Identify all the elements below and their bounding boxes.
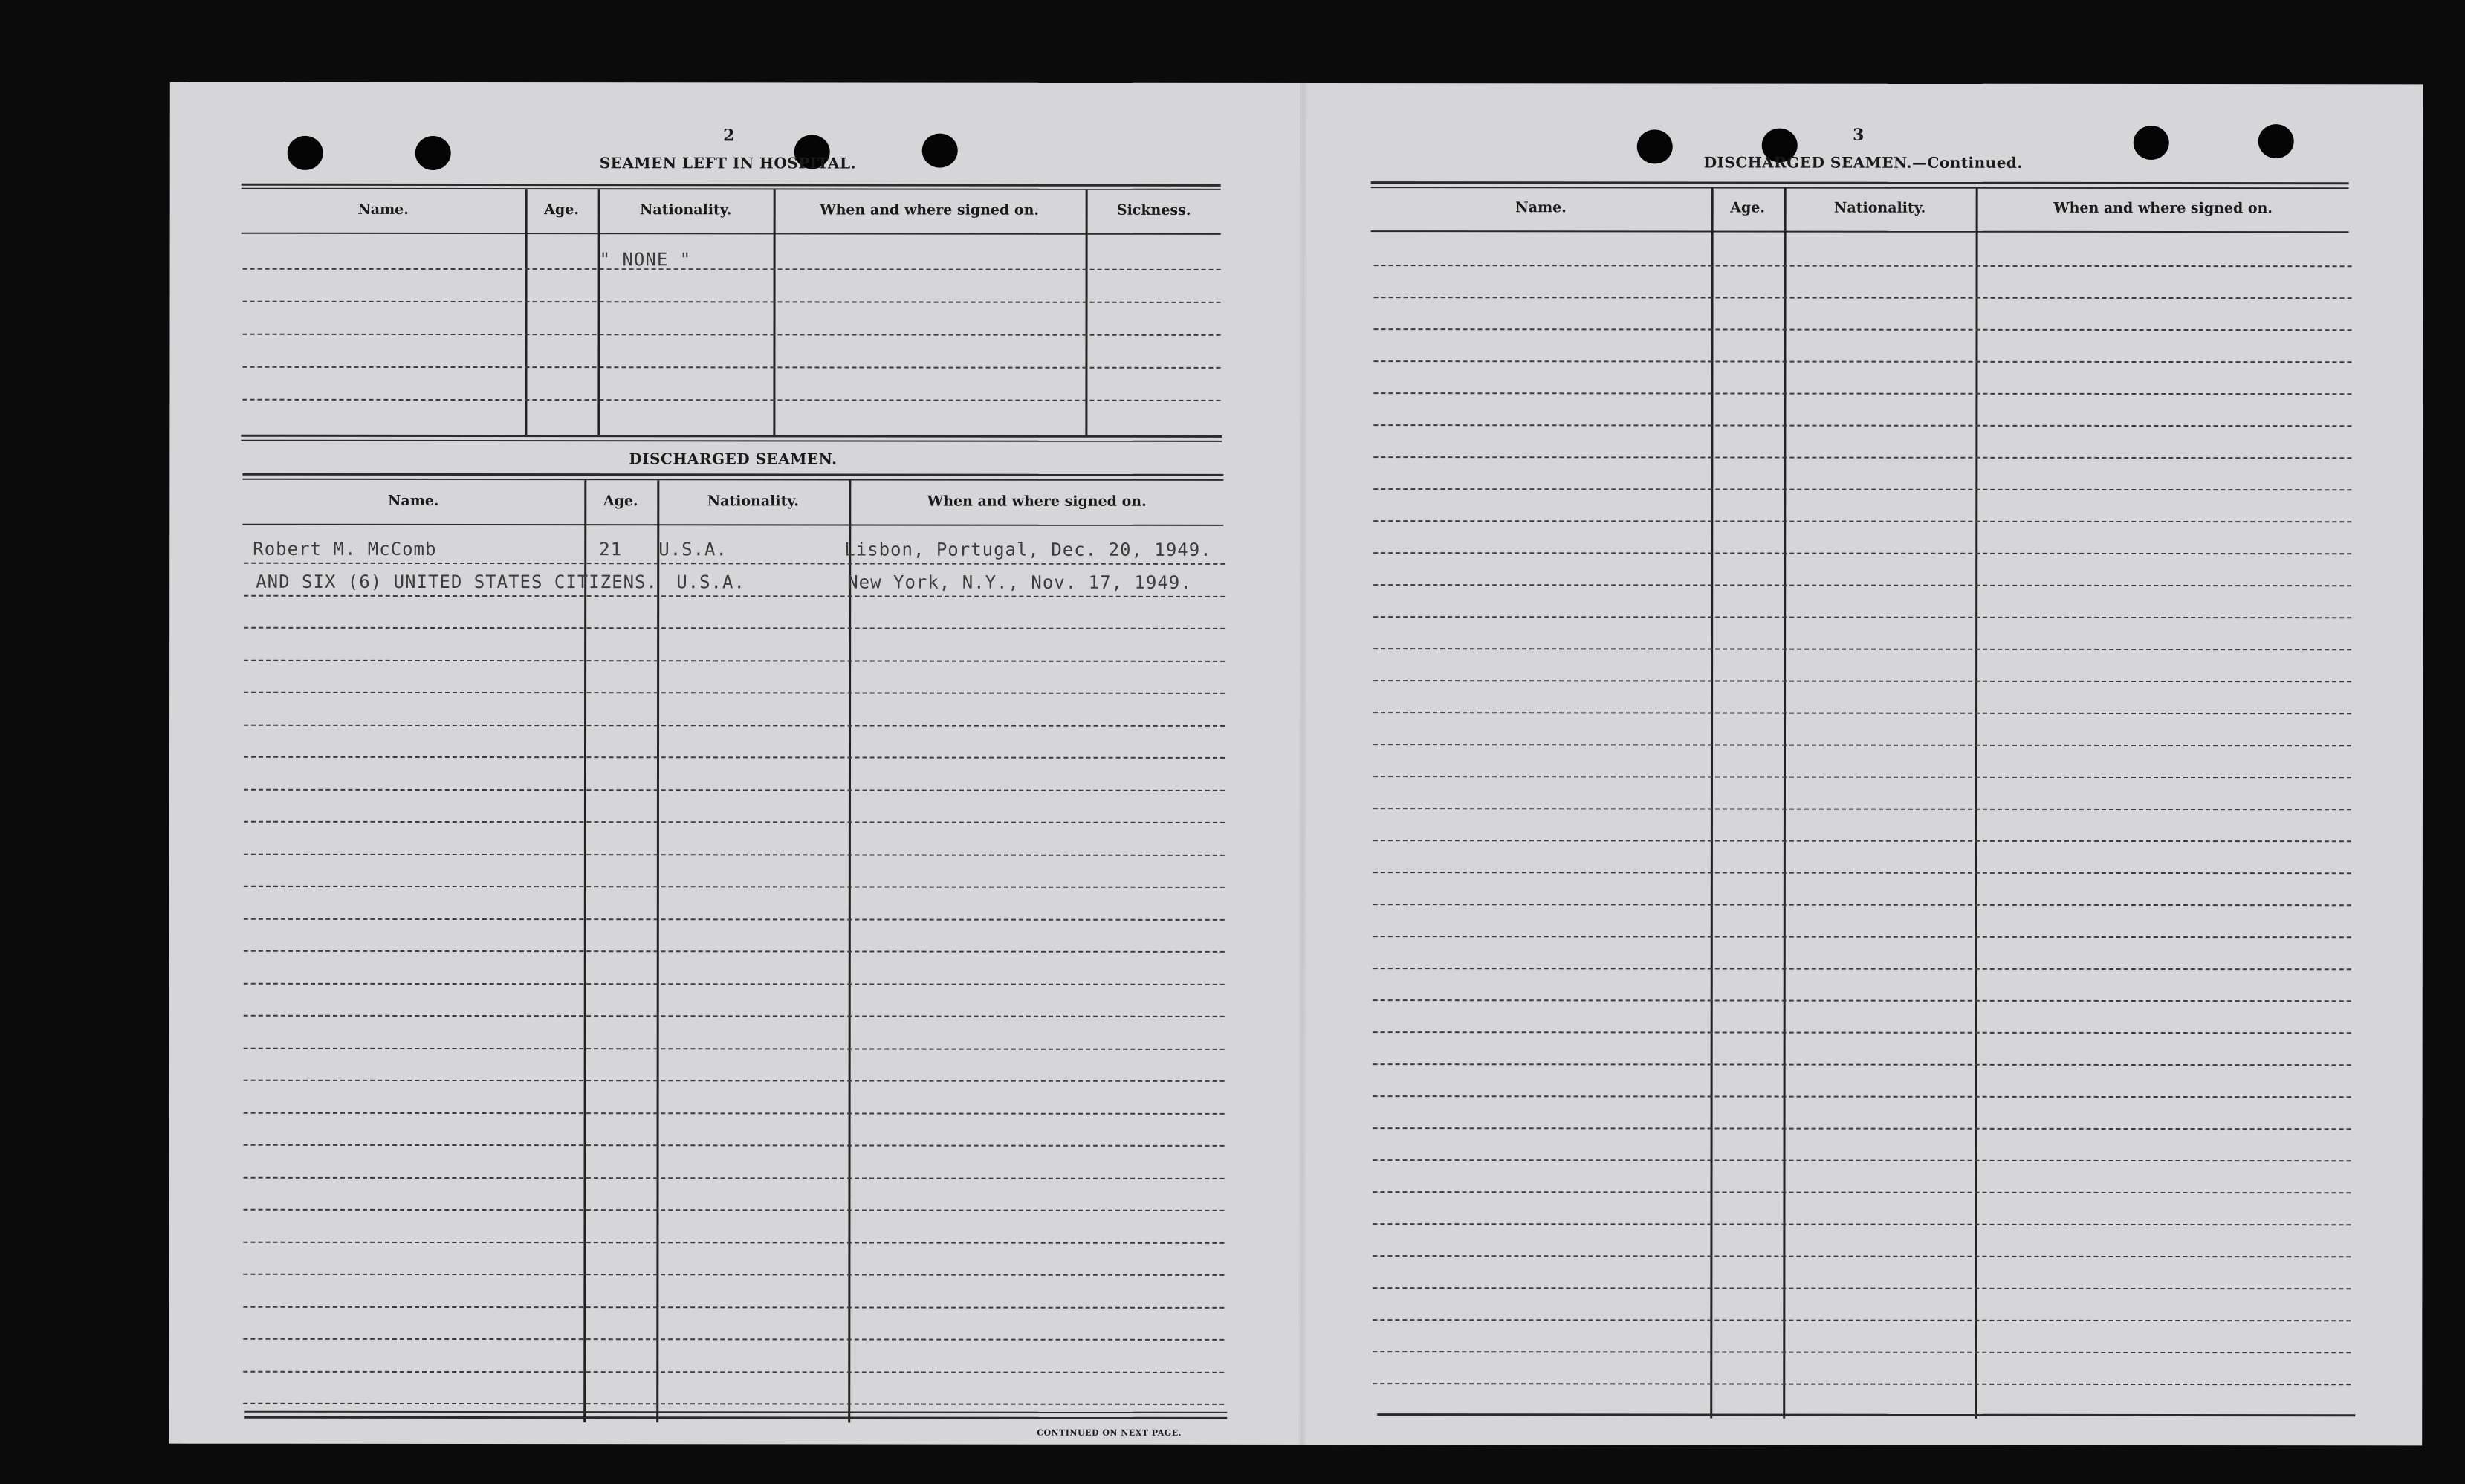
hospital-row-line (243, 334, 1221, 336)
row-line (244, 982, 1225, 985)
row-line (1373, 1063, 2351, 1066)
hospital-header-sickness: Sickness. (1116, 201, 1191, 218)
punch-hole (922, 134, 958, 168)
punch-hole (1637, 129, 1673, 163)
row-line (244, 659, 1225, 661)
row-line (243, 1274, 1224, 1276)
hospital-col-divider (525, 189, 527, 435)
discharged-row-nationality: U.S.A. (658, 539, 728, 560)
row-line (1373, 456, 2351, 459)
row-line (1373, 936, 2351, 938)
discharged-table-bottom-rule-2 (244, 1416, 1227, 1419)
row-line (1373, 680, 2351, 682)
row-line (1373, 1287, 2351, 1289)
row-line (244, 563, 1225, 565)
row-line (243, 1209, 1224, 1211)
right-row-lines (170, 82, 2423, 85)
right-header-signed-on: When and where signed on. (2053, 199, 2273, 217)
row-line (243, 1370, 1224, 1373)
row-line (1373, 1031, 2351, 1034)
row-line (244, 918, 1225, 920)
punch-hole (415, 136, 451, 170)
row-line (244, 1176, 1225, 1179)
document-sheet (169, 82, 2423, 1446)
discharged-row-age: 21 (599, 539, 623, 560)
hospital-section-title: SEAMEN LEFT IN HOSPITAL. (599, 154, 856, 172)
page-number-left: 2 (723, 126, 735, 146)
hospital-row-line (242, 366, 1220, 369)
discharged-table-top-rule (242, 473, 1223, 476)
hospital-col-divider (1085, 190, 1087, 435)
row-line (1373, 872, 2351, 874)
discharged-header-rule (242, 524, 1223, 526)
hospital-row-line (243, 301, 1221, 303)
row-line (1373, 1255, 2351, 1257)
page-number-right: 3 (1853, 125, 1865, 145)
right-col-divider (1710, 187, 1713, 1418)
row-line (1373, 616, 2351, 618)
right-header-name: Name. (1515, 199, 1567, 216)
punch-hole (2258, 124, 2294, 158)
row-line (1374, 328, 2352, 331)
row-line (1373, 1095, 2351, 1098)
row-line (1373, 840, 2351, 842)
row-line (1373, 424, 2351, 427)
row-line (1373, 968, 2351, 970)
row-line (244, 1112, 1225, 1114)
hospital-table-bottom-rule-2 (241, 440, 1222, 442)
hospital-header-name: Name. (357, 201, 409, 218)
hospital-header-signed-on: When and where signed on. (820, 201, 1040, 218)
right-table-top-rule-2 (1371, 187, 2349, 189)
hospital-col-divider (773, 189, 775, 435)
row-line (1373, 392, 2351, 395)
row-line (244, 1047, 1225, 1049)
right-col-divider (1975, 188, 1977, 1419)
punch-hole (288, 136, 323, 170)
row-line (1373, 1191, 2351, 1193)
discharged-section-title: DISCHARGED SEAMEN. (629, 450, 838, 468)
row-line (244, 853, 1225, 855)
hospital-col-divider (597, 189, 600, 435)
row-line (1373, 1223, 2351, 1225)
row-line (1373, 808, 2351, 810)
hospital-header-nationality: Nationality. (640, 201, 732, 218)
row-line (243, 1306, 1224, 1308)
hospital-table-top-rule-2 (242, 188, 1221, 190)
discharged-header-age: Age. (603, 493, 638, 510)
row-line (1373, 776, 2351, 778)
discharged-header-nationality: Nationality. (707, 493, 799, 510)
hospital-none-entry: " NONE " (599, 249, 692, 270)
row-line (244, 1144, 1225, 1147)
right-section-title: DISCHARGED SEAMEN.—Continued. (1703, 153, 2023, 172)
hospital-header-age: Age. (544, 201, 580, 218)
right-header-age: Age. (1730, 199, 1766, 216)
row-line (244, 886, 1225, 888)
row-line (244, 756, 1225, 759)
row-line (1373, 744, 2351, 746)
row-line (244, 594, 1225, 597)
row-line (1373, 999, 2351, 1002)
row-line (1373, 1351, 2351, 1353)
discharged-row-name: Robert M. McComb (253, 538, 437, 560)
row-line (1373, 1127, 2351, 1130)
discharged-header-signed-on: When and where signed on. (927, 493, 1147, 510)
row-line (1373, 1159, 2351, 1161)
row-line (1373, 1319, 2351, 1321)
row-line (244, 1080, 1225, 1082)
hospital-row-line (242, 399, 1220, 401)
punch-hole (2134, 126, 2169, 160)
right-header-nationality: Nationality. (1834, 199, 1926, 216)
right-table-top-rule (1371, 181, 2349, 184)
discharged-row-nationality: U.S.A. (676, 571, 745, 593)
continued-note: CONTINUED ON NEXT PAGE. (1037, 1428, 1182, 1438)
row-line (244, 821, 1225, 823)
row-line (1373, 552, 2351, 554)
row-line (1374, 265, 2352, 267)
row-line (244, 627, 1225, 629)
row-line (1373, 360, 2351, 363)
discharged-table-top-rule-2 (242, 479, 1223, 481)
hospital-table-bottom-rule (241, 435, 1222, 438)
right-header-rule (1371, 230, 2349, 233)
row-line (1373, 1383, 2351, 1385)
row-line (243, 1403, 1224, 1405)
row-line (1373, 904, 2351, 906)
discharged-header-name: Name. (388, 492, 439, 509)
discharged-row-signed-on: New York, N.Y., Nov. 17, 1949. (847, 571, 1192, 593)
row-line (1373, 488, 2351, 490)
row-line (243, 1338, 1224, 1341)
row-line (1373, 712, 2351, 714)
row-line (244, 724, 1225, 726)
discharged-row-name: AND SIX (6) UNITED STATES CITIZENS. (256, 571, 658, 593)
hospital-table-top-rule (242, 184, 1221, 187)
discharged-row-signed-on: Lisbon, Portugal, Dec. 20, 1949. (844, 539, 1212, 560)
row-line (1373, 520, 2351, 522)
right-col-divider (1783, 188, 1786, 1419)
discharged-row-lines (170, 82, 2423, 85)
row-line (244, 692, 1225, 694)
right-table-bottom-rule (1377, 1413, 2355, 1416)
row-line (243, 1241, 1224, 1243)
hospital-row-line (243, 268, 1221, 270)
discharged-table-bottom-rule (244, 1411, 1227, 1413)
row-line (1373, 584, 2351, 586)
row-line (244, 1015, 1225, 1017)
center-fold (1298, 83, 1307, 1445)
row-line (1374, 297, 2352, 299)
hospital-header-rule (242, 233, 1221, 235)
row-line (1373, 648, 2351, 650)
row-line (244, 950, 1225, 953)
row-line (244, 788, 1225, 791)
